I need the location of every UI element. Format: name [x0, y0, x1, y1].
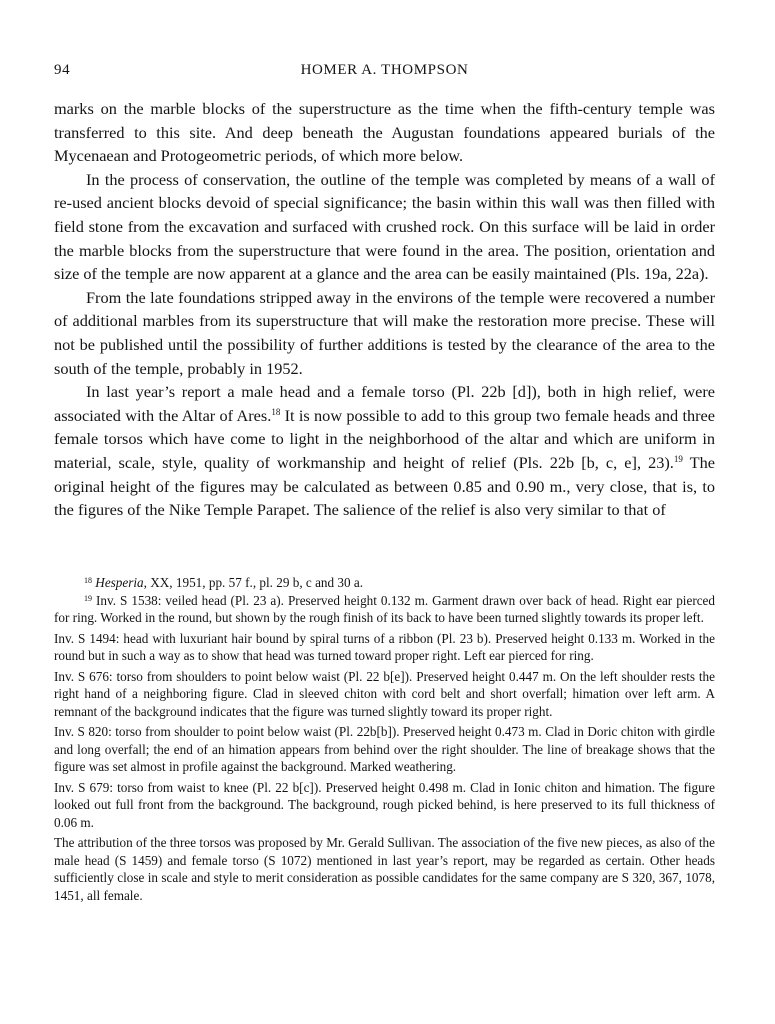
paragraph-1: marks on the marble blocks of the superstructure as the time when the fifth-century temple was transferred to this site. And deep beneath the Augustan foundations appeared burials of the Mycenaean and Protogeometric periods, of which more below. — [54, 99, 715, 166]
footnote-18-text: , XX, 1951, pp. 57 f., pl. 29 b, c and 30 a. — [143, 575, 364, 590]
paragraph-4 — [54, 380, 715, 522]
footnote-number-18: 18 — [84, 576, 92, 585]
paragraph-2: In the process of conservation, the outline of the temple was completed by means of a wall of re-used ancient blocks devoid of special significance; the basin within this wall was then filled with field stone from the excavation and surfaced with crushed rock. On this surface will be laid in order the marble blocks from the superstructure that were found in the area. The position, orientation and size of the temple are now apparent at a glance and the area can be easily maintained (Pls. 19a, 22a). — [54, 169, 715, 284]
footnote-number-19: 19 — [84, 593, 92, 603]
attribution-note: The attribution of the three torsos was proposed by Mr. Gerald Sullivan. The association of the five new pieces, as also of the male head (S 1459) and female torso (S 1072) mentioned in last year’s report, may be regarded as certain. Other heads sufficiently close in scale and style to merit consideration as possible candidates for the same company are S 320, 367, 1078, 1451, all female. — [54, 835, 715, 903]
paragraph-4-part-2: It is now possible to add to this group two female heads and three female torsos which have come to light in the neighborhood of the altar and which are uniform in material, scale, style, quality of workmanship and height of relief (Pls. 22b [b, c, e], 23). — [54, 405, 715, 472]
paragraph-4-part-3: The original height of the figures may be calculated as between 0.85 and 0.90 m., very close, that is, to the figures of the Nike Temple Parapet. The salience of the relief is also very similar to that of — [54, 452, 715, 520]
footnote-ref-18[interactable]: 18 — [271, 406, 281, 417]
main-text — [54, 97, 715, 522]
paragraph-3: From the late foundations stripped away in the environs of the temple were recovered a number of additional marbles from its superstructure that will make the restoration more precise. These will not be published until the possibility of further additions is tested by the clearance of the area to the south of the temple, probably in 1952. — [54, 287, 715, 378]
catalog-entry-s1494: Inv. S 1494: head with luxuriant hair bound by spiral turns of a ribbon (Pl. 23 b). Preserved height 0.133 m. Worked in the round but in such a way as to show that head was turned toward proper right. Left ear pierced for ring. — [54, 630, 715, 663]
page-header — [54, 62, 715, 86]
catalog-entry-s820: Inv. S 820: torso from shoulder to point below waist (Pl. 22b[b]). Preserved height 0.473 m. Clad in Doric chiton with girdle and long overfall; the end of an himation appears from behind over the right shoulder. The line of breakage shows that the figure was set almost in profile against the background. Marked weathering. — [54, 724, 715, 774]
running-head: HOMER A. THOMPSON — [300, 62, 469, 78]
catalog-entry-s679: Inv. S 679: torso from waist to knee (Pl. 22 b[c]). Preserved height 0.498 m. Clad in Ionic chiton and himation. The figure looked out full front from the background. The background, rough picked behind, is here preserved to its full thickness of 0.06 m. — [54, 779, 715, 830]
journal-title: Hesperia — [95, 575, 144, 590]
footnotes — [54, 574, 715, 904]
paragraph-4-part-1: In last year’s report a male head and a female torso (Pl. 22b [d]), both in high relief, were associated with the Altar of Ares. — [54, 382, 715, 425]
footnote-19-text: Inv. S 1538: veiled head (Pl. 23 a). Preserved height 0.132 m. Garment drawn over back of head. Right ear pierced for ring. Worked in the round, but shown by the rough finish of its back to have been turned slightly towards its proper left. — [54, 592, 716, 625]
footnote-18 — [54, 574, 715, 592]
footnote-ref-19[interactable]: 19 — [673, 453, 683, 464]
page-number: 94 — [54, 62, 71, 78]
footnote-19 — [54, 592, 715, 627]
catalog-entry-s676: Inv. S 676: torso from shoulders to point below waist (Pl. 22 b[e]). Preserved height 0.447 m. On the left shoulder rests the right hand of a neighboring figure. Clad in sleeved chiton with cord belt and short overfall; himation over left arm. A remnant of the background indicates that the figure was turned slightly toward its proper right. — [54, 668, 715, 719]
